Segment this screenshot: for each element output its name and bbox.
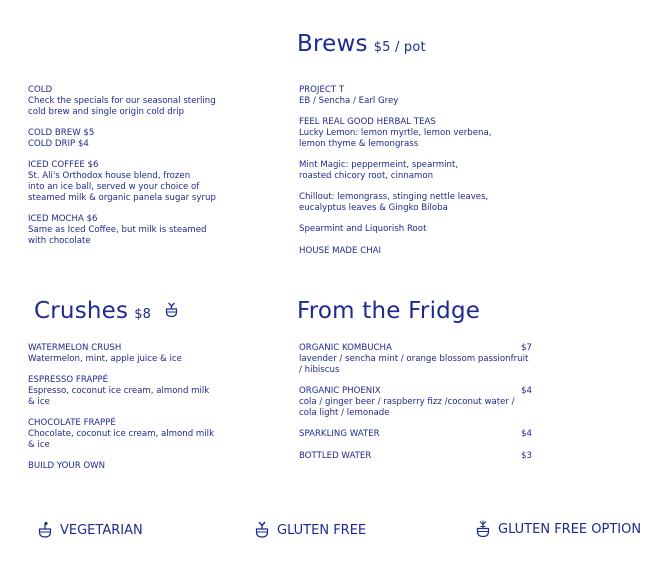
crushes-section: [28, 343, 258, 472]
brews-price: $5 / pot: [373, 40, 426, 55]
menu-item-watermelon-crush: WATERMELON CRUSH Watermelon, mint, apple juice & ice: [28, 343, 182, 364]
menu-item-build-your-own: BUILD YOUR OWN: [28, 461, 106, 471]
brews-title: Brews: [297, 31, 368, 57]
menu-item-kombucha: ORGANIC KOMBUCHA $7 lavender / sencha mint / orange blossom passionfruit / hibiscus: [299, 343, 532, 375]
legend-gluten-free: [255, 521, 366, 539]
menu-item-spearmint: Spearmint and Liquorish Root: [299, 224, 427, 234]
gluten-free-option-icon: [476, 520, 490, 539]
price: $4: [521, 429, 532, 439]
fridge-title: From the Fridge: [297, 298, 481, 324]
crushes-price: $8: [134, 307, 152, 322]
legend-vegetarian: [38, 521, 143, 539]
legend-gluten-free-option: [476, 520, 641, 539]
brews-heading: [297, 31, 426, 57]
crushes-title: Crushes: [34, 298, 129, 324]
price: $7: [521, 343, 532, 353]
menu-item-cold-brew: COLD BREW $5 COLD DRIP $4: [28, 128, 95, 149]
menu-item-chocolate-frappe: CHOCOLATE FRAPPÉ Chocolate, coconut ice cream, almond milk & ice: [28, 418, 215, 450]
menu-item-herbal-teas: FEEL REAL GOOD HERBAL TEAS Lucky Lemon: lemon myrtle, lemon verbena, lemon thyme & lemongrass: [299, 117, 492, 149]
fridge-section: [299, 343, 532, 462]
cold-section: [28, 85, 258, 247]
menu-item-sparkling-water: SPARKLING WATER $4: [299, 429, 532, 439]
gluten-free-icon: [255, 521, 269, 539]
menu-item-chillout: Chillout: lemongrass, stinging nettle leaves, eucalyptus leaves & Gingko Biloba: [299, 192, 489, 213]
price: $4: [521, 386, 532, 396]
price: $3: [521, 451, 532, 461]
menu-item-phoenix: ORGANIC PHOENIX $4 cola / ginger beer / raspberry fizz /coconut water / cola light / lemonade: [299, 386, 532, 418]
menu-item-chai: HOUSE MADE CHAI: [299, 246, 382, 256]
legend-label: GLUTEN FREE OPTION: [498, 522, 642, 537]
menu-item-cold: COLD Check the specials for our seasonal sterling cold brew and single origin cold drip: [28, 85, 216, 117]
menu-item-mint-magic: Mint Magic: peppermeint, spearmint, roasted chicory root, cinnamon: [299, 160, 459, 181]
fridge-heading: [297, 298, 480, 324]
brews-section: [299, 85, 539, 257]
gluten-free-icon: [165, 302, 178, 318]
menu-item-iced-mocha: ICED MOCHA $6 Same as Iced Coffee, but milk is steamed with chocolate: [28, 214, 207, 246]
menu-item-bottled-water: BOTTLED WATER $3: [299, 451, 532, 461]
vegetarian-icon: [38, 521, 52, 539]
legend-label: VEGETARIAN: [60, 522, 143, 538]
legend-label: GLUTEN FREE: [277, 522, 367, 538]
crushes-heading: [34, 298, 178, 324]
menu-item-project-t: PROJECT T EB / Sencha / Earl Grey: [299, 85, 399, 106]
menu-item-iced-coffee: ICED COFFEE $6 St. Ali's Orthodox house blend, frozen into an ice ball, served w your choice of steamed milk & organic panela sugar syrup: [28, 160, 216, 203]
menu-item-espresso-frappe: ESPRESSO FRAPPÉ Espresso, coconut ice cream, almond milk & ice: [28, 375, 210, 407]
